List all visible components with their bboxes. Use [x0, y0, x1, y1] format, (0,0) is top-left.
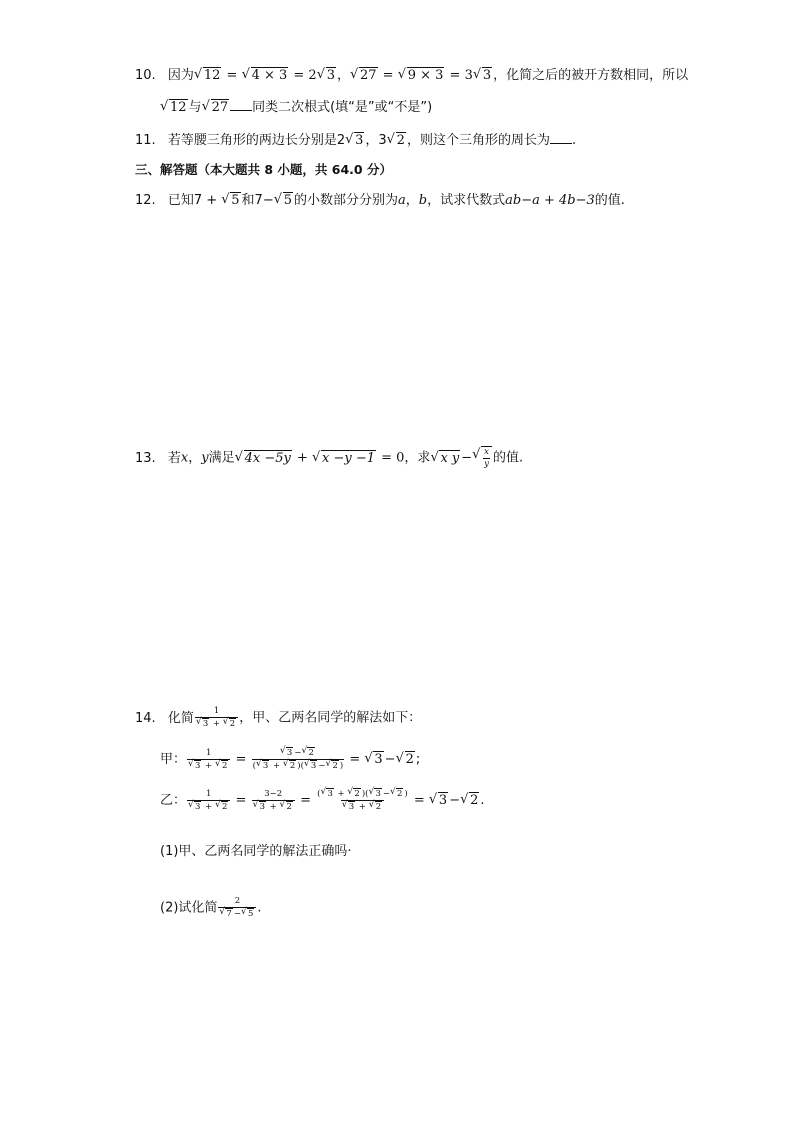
text: = 0，求 — [377, 450, 431, 466]
text: 的值. — [594, 193, 625, 208]
text: − — [384, 752, 396, 767]
variable: b — [418, 193, 428, 208]
fraction: 1 √ 3 + √ 2 — [187, 789, 230, 813]
fraction: 1 √ 3 + √ 2 — [195, 706, 238, 730]
section-header: 三、解答题（本大题共 8 小题，共 64.0 分） — [135, 162, 392, 177]
text: − — [449, 793, 461, 808]
text: = — [231, 793, 251, 808]
question-11 — [135, 130, 576, 151]
text: . — [480, 793, 485, 808]
question-number: 12. — [135, 193, 156, 208]
sqrt-expression: √ 3 — [429, 791, 448, 811]
text: 同类二次根式(填“是”或“不是”) — [252, 100, 433, 115]
text: (2)试化简 — [160, 900, 218, 916]
fraction: √ $\frac{3 -√ 2}{(√ 3 + √ 2 )(√ 3 -√ 2 )}$ — [252, 747, 345, 772]
question-10-line-2 — [160, 97, 432, 118]
answer-blank — [550, 130, 572, 144]
variable: a — [398, 193, 406, 208]
text: 若等腰三角形的两边长分别是2 — [167, 133, 346, 148]
question-13 — [135, 446, 523, 470]
sqrt-expression: √ 3 — [317, 66, 336, 86]
text: = — [409, 793, 429, 808]
text: = — [345, 752, 365, 767]
answer-blank — [230, 97, 252, 111]
sqrt-expression: √ x −y −1 — [312, 449, 376, 469]
sqrt-expression: √ 5 — [221, 191, 240, 211]
text: = — [222, 68, 242, 83]
sqrt-expression: √ 12 — [194, 66, 222, 86]
sqrt-expression: √ 27 — [202, 98, 230, 118]
sqrt-expression: √ x y — [430, 449, 460, 469]
question-number: 10. — [135, 68, 156, 83]
text: = 3 — [445, 68, 473, 83]
question-number: 11. — [135, 133, 156, 148]
sqrt-expression: √ 4x −5y — [235, 449, 292, 469]
text: 的小数部分分别为 — [294, 193, 399, 208]
sqrt-expression: √ 2 — [460, 791, 479, 811]
text: ，则这个三角形的周长为 — [406, 133, 550, 148]
fraction: 1 √ 3 + √ 2 — [187, 748, 230, 772]
text: = — [295, 793, 316, 808]
text: = 2 — [289, 68, 317, 83]
question-number: 13. — [135, 450, 156, 466]
text: = — [231, 752, 251, 767]
solution-label: 甲： — [160, 752, 187, 767]
question-12 — [135, 191, 625, 211]
sqrt-expression: √ 5 — [274, 191, 293, 211]
sqrt-fraction: √ $\frac{x}{y}$ — [472, 446, 492, 470]
sqrt-expression: √ 4 × 3 — [242, 66, 289, 86]
sqrt-expression: √ 3 — [345, 131, 364, 151]
question-number: 14. — [135, 710, 156, 726]
text: 化简 — [167, 710, 194, 726]
question-14-intro — [135, 706, 421, 730]
text: ，3 — [365, 133, 387, 148]
sqrt-expression: √ 2 — [387, 131, 406, 151]
question-14-part-1: (1)甲、乙两名同学的解法正确吗· — [160, 844, 352, 859]
text: 的值. — [492, 450, 524, 466]
text: ，甲、乙两名同学的解法如下： — [239, 710, 422, 726]
sqrt-expression: √ 12 — [160, 98, 188, 118]
text: 和7− — [241, 193, 274, 208]
variable: y — [201, 450, 209, 466]
solution-jia — [160, 747, 420, 772]
text: ， — [188, 450, 202, 466]
sqrt-expression: √ 27 — [350, 66, 378, 86]
question-14-part-2 — [160, 896, 262, 920]
variable: x — [180, 450, 189, 466]
fraction: (√ 3 + √ 2 )(√ 3 −√ 2 ) √ 3 + √ 2 — [316, 788, 409, 813]
sqrt-expression: √ 3 — [364, 750, 383, 770]
text: 满足 — [208, 450, 235, 466]
text: ， — [405, 193, 419, 208]
text: ; — [415, 752, 421, 767]
text: 因为 — [167, 68, 194, 83]
text: ，试求代数式 — [427, 193, 506, 208]
text: . — [257, 900, 262, 916]
text: + — [292, 450, 312, 466]
text: . — [571, 133, 577, 148]
expression: ab−a + 4b−3 — [505, 193, 595, 208]
sqrt-expression: √ 3 — [473, 66, 492, 86]
text: ，化简之后的被开方数相同，所以 — [493, 68, 689, 83]
fraction: 3−2 √ 3 + √ 2 — [252, 789, 295, 813]
question-10-line-1 — [135, 66, 688, 86]
text: 与 — [188, 100, 202, 115]
sqrt-expression: √ 9 × 3 — [398, 66, 445, 86]
text: ， — [336, 68, 350, 83]
sqrt-expression: √ 2 — [396, 750, 415, 770]
text: = — [378, 68, 398, 83]
solution-label: 乙： — [160, 793, 187, 808]
fraction: 2 √ 7 −√ 5 — [218, 896, 256, 920]
solution-yi — [160, 788, 485, 813]
text: 若 — [167, 450, 181, 466]
text: 已知7 + — [167, 193, 222, 208]
text: − — [461, 450, 473, 466]
